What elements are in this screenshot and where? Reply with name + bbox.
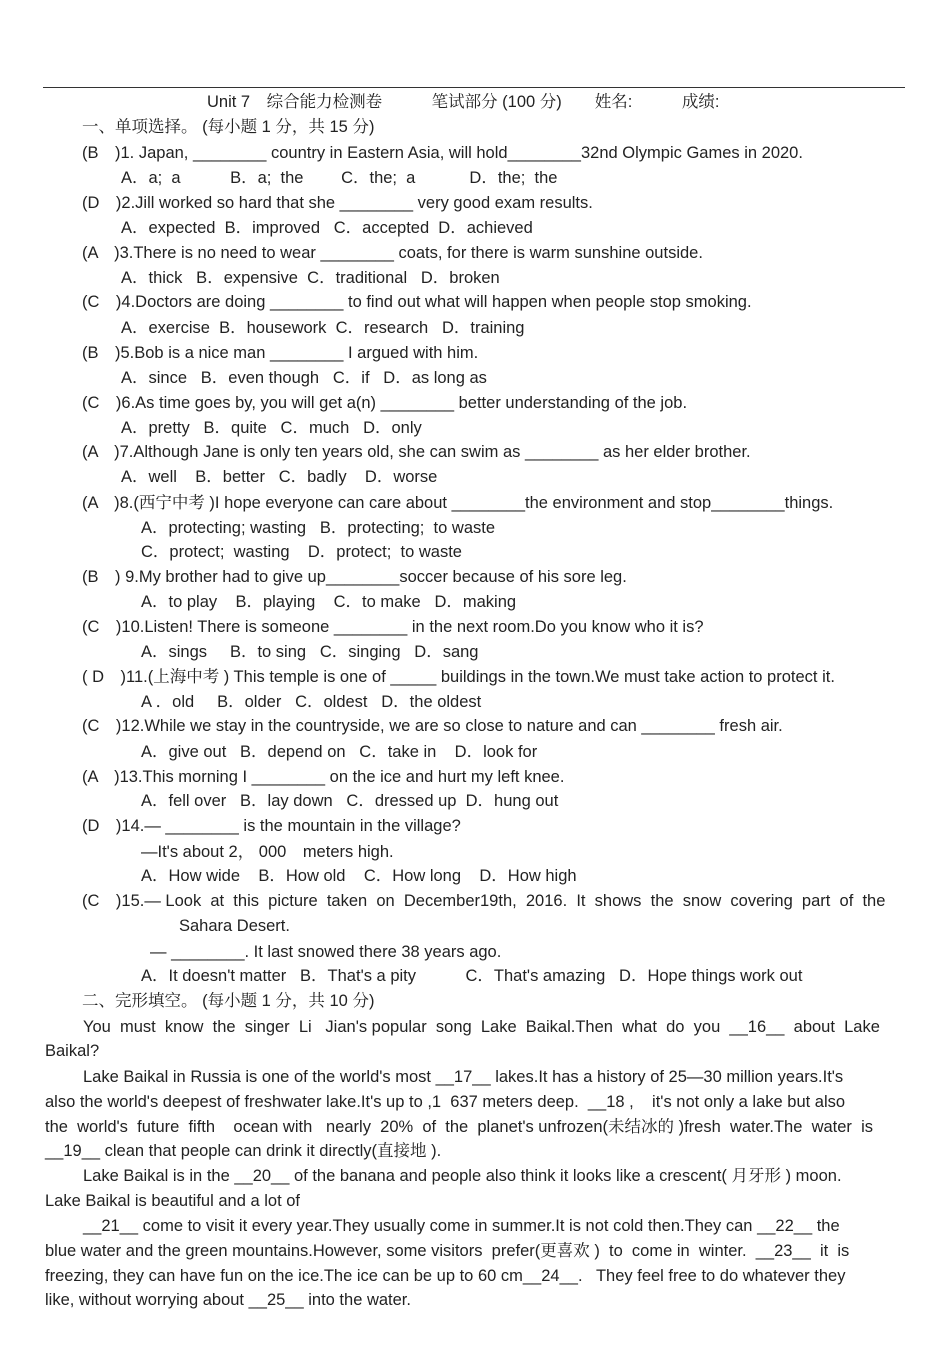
question-12-options: A．give out B．depend on C．take in D．look for — [141, 743, 538, 761]
question-9-options: A．to play B．playing C．to make D．making — [141, 593, 517, 611]
question-2: (D )2.Jill worked so hard that she ________ very good exam results. — [82, 194, 593, 212]
passage-line-10: blue water and the green mountains.However, some visitors prefer(更喜欢 ) to come in winter. __23__ it is — [45, 1242, 850, 1260]
passage-line-6: __19__ clean that people can drink it directly(直接地 ). — [45, 1142, 442, 1160]
question-2-options: A．expected B．improved C．accepted D．achieved — [121, 219, 533, 237]
question-15: (C )15.— Look at this picture taken on December19th, 2016. It shows the snow covering part of the — [82, 892, 886, 910]
passage-line-4: also the world's deepest of freshwater lake.It's up to ,1 637 meters deep. __18 , it's not only a lake but also — [45, 1093, 846, 1111]
question-5: (B )5.Bob is a nice man ________ I argued with him. — [82, 344, 479, 362]
question-4-options: A．exercise B．housework C．research D．training — [121, 319, 525, 337]
header-rule — [43, 87, 905, 88]
question-7: (A )7.Although Jane is only ten years old, she can swim as ________ as her elder brother. — [82, 443, 751, 461]
question-11: ( D )11.(上海中考 ) This temple is one of _____ buildings in the town.We must take action to protect it. — [82, 668, 835, 686]
passage-line-3: Lake Baikal in Russia is one of the world's most __17__ lakes.It has a history of 25—30 million years.It's — [83, 1068, 844, 1086]
question-4: (C )4.Doctors are doing ________ to find out what will happen when people stop smoking. — [82, 293, 752, 311]
section-2-title: 二、完形填空。 (每小题 1 分，共 10 分) — [82, 992, 375, 1010]
question-15-options: A．It doesn't matter B．That's a pity C．That's amazing D．Hope things work out — [141, 967, 803, 985]
question-14-answer-line: —It's about 2， 000 meters high. — [141, 843, 394, 861]
passage-line-12: like, without worrying about __25__ into the water. — [45, 1291, 411, 1309]
passage-line-7: Lake Baikal is in the __20__ of the banana and people also think it looks like a crescent( 月牙形 ) moon. — [83, 1167, 842, 1185]
question-7-options: A．well B．better C．badly D．worse — [121, 468, 438, 486]
question-5-options: A．since B．even though C．if D．as long as — [121, 369, 487, 387]
question-11-options: A ．old B．older C．oldest D．the oldest — [141, 693, 482, 711]
question-8-options-c-d: C．protect; wasting D．protect; to waste — [141, 543, 462, 561]
question-13-options: A．fell over B．lay down C．dressed up D．hung out — [141, 792, 559, 810]
question-1: (B )1. Japan, ________ country in Eastern Asia, will hold________32nd Olympic Games in 2020. — [82, 144, 803, 162]
question-8: (A )8.(西宁中考 )I hope everyone can care about ________the environment and stop________things. — [82, 494, 834, 512]
question-10-options: A．sings B．to sing C．singing D．sang — [141, 643, 479, 661]
question-12: (C )12.While we stay in the countryside, we are so close to nature and can ________ fresh air. — [82, 717, 783, 735]
page-header: Unit 7 综合能力检测卷 笔试部分 (100 分) 姓名: 成绩: — [207, 93, 720, 111]
question-6: (C )6.As time goes by, you will get a(n) ________ better understanding of the job. — [82, 394, 688, 412]
question-14-options: A．How wide B．How old C．How long D．How high — [141, 867, 577, 885]
section-1-title: 一、单项选择。 (每小题 1 分，共 15 分) — [82, 118, 375, 136]
question-3: (A )3.There is no need to wear ________ coats, for there is warm sunshine outside. — [82, 244, 703, 262]
question-13: (A )13.This morning I ________ on the ice and hurt my left knee. — [82, 768, 565, 786]
question-6-options: A．pretty B．quite C．much D．only — [121, 419, 422, 437]
question-1-options: A．a; a B．a; the C．the; a D．the; the — [121, 169, 558, 187]
question-3-options: A．thick B．expensive C．traditional D．broken — [121, 269, 500, 287]
passage-line-9: __21__ come to visit it every year.They usually come in summer.It is not cold then.They can __22__ the — [83, 1217, 840, 1235]
passage-line-8: Lake Baikal is beautiful and a lot of — [45, 1192, 301, 1210]
passage-line-2: Baikal? — [45, 1042, 100, 1060]
question-9: (B ) 9.My brother had to give up________soccer because of his sore leg. — [82, 568, 627, 586]
question-15-continuation: Sahara Desert. — [179, 917, 290, 935]
question-8-options-a-b: A．protecting; wasting B．protecting; to waste — [141, 519, 496, 537]
passage-line-11: freezing, they can have fun on the ice.The ice can be up to 60 cm__24__. They feel free to do whatever they — [45, 1267, 846, 1285]
passage-line-5: the world's future fifth ocean with nearly 20% of the planet's unfrozen(未结冰的 )fresh water.The water is — [45, 1118, 873, 1136]
passage-line-1: You must know the singer Li Jian's popular song Lake Baikal.Then what do you __16__ about Lake — [83, 1018, 880, 1036]
question-15-reply-line: — ________. It last snowed there 38 years ago. — [150, 943, 502, 961]
question-10: (C )10.Listen! There is someone ________ in the next room.Do you know who it is? — [82, 618, 704, 636]
question-14: (D )14.— ________ is the mountain in the village? — [82, 817, 461, 835]
